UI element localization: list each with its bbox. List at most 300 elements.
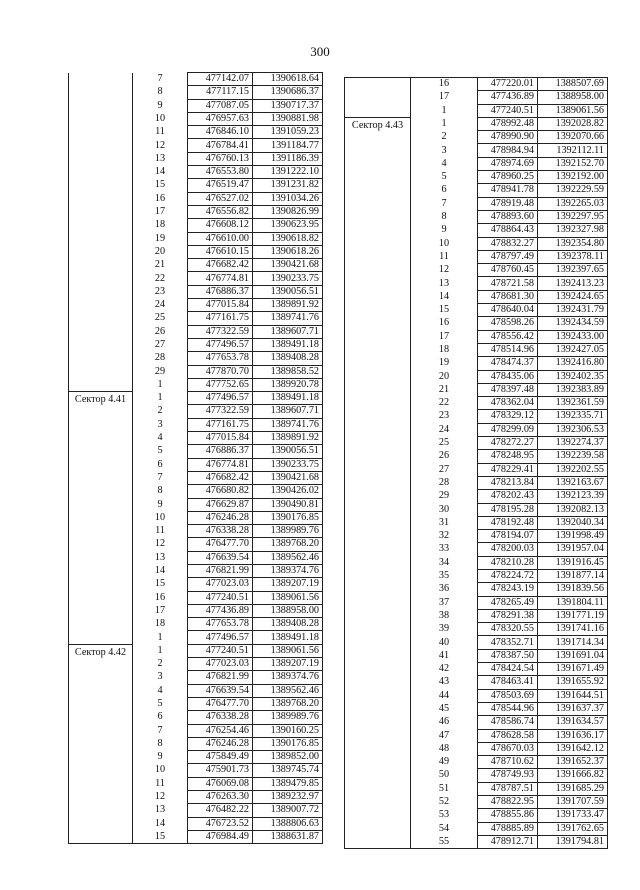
point-number: 7 <box>133 471 188 484</box>
coord-y: 1392123.39 <box>538 490 608 503</box>
point-number: 35 <box>411 569 478 582</box>
coord-y: 1392274.37 <box>538 437 608 450</box>
point-number: 2 <box>133 658 188 671</box>
coord-x: 478670.03 <box>478 742 538 755</box>
coord-y: 1391184.77 <box>253 139 323 152</box>
point-number: 8 <box>133 737 188 750</box>
coord-x: 478885.89 <box>478 822 538 835</box>
coord-y: 1392413.23 <box>538 277 608 290</box>
coord-x: 477117.15 <box>188 86 253 99</box>
coord-y: 1391839.56 <box>538 583 608 596</box>
point-number: 1 <box>133 644 188 657</box>
sector-label: Сектор 4.43 <box>345 117 411 848</box>
sector-label <box>69 73 133 392</box>
coord-y: 1392383.89 <box>538 383 608 396</box>
coord-y: 1389562.46 <box>253 551 323 564</box>
coord-y: 1392265.03 <box>538 197 608 210</box>
coord-x: 476957.63 <box>188 112 253 125</box>
coord-x: 476338.28 <box>188 711 253 724</box>
point-number: 1 <box>411 104 478 117</box>
coord-x: 477436.89 <box>188 604 253 617</box>
coord-y: 1391691.04 <box>538 649 608 662</box>
point-number: 23 <box>133 285 188 298</box>
coord-x: 477220.01 <box>478 78 538 91</box>
point-number: 39 <box>411 623 478 636</box>
coord-y: 1390426.02 <box>253 485 323 498</box>
coord-y: 1389891.92 <box>253 299 323 312</box>
coord-x: 478941.78 <box>478 184 538 197</box>
coord-y: 1391186.39 <box>253 152 323 165</box>
point-number: 6 <box>411 184 478 197</box>
coord-x: 476784.41 <box>188 139 253 152</box>
coord-y: 1392152.70 <box>538 157 608 170</box>
point-number: 9 <box>133 498 188 511</box>
coord-x: 478210.28 <box>478 556 538 569</box>
coord-y: 1389374.76 <box>253 564 323 577</box>
coord-x: 477142.07 <box>188 73 253 86</box>
coord-y: 1391916.45 <box>538 556 608 569</box>
coord-y: 1391644.51 <box>538 689 608 702</box>
coord-x: 476821.99 <box>188 671 253 684</box>
point-number: 54 <box>411 822 478 835</box>
point-number: 7 <box>133 73 188 86</box>
coord-x: 478291.38 <box>478 609 538 622</box>
coord-x: 477752.65 <box>188 378 253 391</box>
point-number: 10 <box>133 764 188 777</box>
point-number: 17 <box>133 604 188 617</box>
point-number: 22 <box>133 272 188 285</box>
coord-y: 1389607.71 <box>253 325 323 338</box>
coord-y: 1392082.13 <box>538 503 608 516</box>
point-number: 47 <box>411 729 478 742</box>
coord-y: 1389207.19 <box>253 578 323 591</box>
coord-x: 478352.71 <box>478 636 538 649</box>
coordinates-table-left <box>68 72 323 844</box>
coord-y: 1392306.53 <box>538 423 608 436</box>
coord-y: 1391034.26 <box>253 192 323 205</box>
point-number: 14 <box>133 817 188 830</box>
point-number: 2 <box>411 131 478 144</box>
point-number: 34 <box>411 556 478 569</box>
coord-x: 478787.51 <box>478 782 538 795</box>
coord-y: 1391741.16 <box>538 623 608 636</box>
coord-y: 1391642.12 <box>538 742 608 755</box>
point-number: 2 <box>133 405 188 418</box>
table-row <box>69 73 323 86</box>
coord-x: 476553.80 <box>188 166 253 179</box>
point-number: 12 <box>411 264 478 277</box>
coord-x: 476639.54 <box>188 684 253 697</box>
coord-y: 1391957.04 <box>538 543 608 556</box>
coord-y: 1392040.34 <box>538 516 608 529</box>
coord-x: 477322.59 <box>188 325 253 338</box>
coord-y: 1390176.85 <box>253 737 323 750</box>
coord-x: 477240.51 <box>188 591 253 604</box>
coord-y: 1390421.68 <box>253 259 323 272</box>
coord-x: 477240.51 <box>478 104 538 117</box>
coord-x: 476629.87 <box>188 498 253 511</box>
coord-x: 478681.30 <box>478 290 538 303</box>
coord-x: 476477.70 <box>188 538 253 551</box>
coord-x: 478514.96 <box>478 343 538 356</box>
coord-x: 477870.70 <box>188 365 253 378</box>
coord-y: 1391652.37 <box>538 756 608 769</box>
coord-y: 1391877.14 <box>538 569 608 582</box>
table-row <box>69 644 323 657</box>
coord-y: 1390160.25 <box>253 724 323 737</box>
point-number: 11 <box>133 126 188 139</box>
coord-x: 476682.42 <box>188 471 253 484</box>
coord-y: 1389061.56 <box>253 591 323 604</box>
point-number: 13 <box>133 152 188 165</box>
coord-y: 1389562.46 <box>253 684 323 697</box>
coord-x: 477087.05 <box>188 99 253 112</box>
coord-x: 478628.58 <box>478 729 538 742</box>
point-number: 29 <box>411 490 478 503</box>
point-number: 21 <box>411 383 478 396</box>
point-number: 27 <box>133 338 188 351</box>
coord-x: 476069.08 <box>188 777 253 790</box>
coord-x: 478474.37 <box>478 357 538 370</box>
coord-y: 1390618.64 <box>253 73 323 86</box>
coord-y: 1392327.98 <box>538 224 608 237</box>
coord-y: 1392229.59 <box>538 184 608 197</box>
point-number: 45 <box>411 702 478 715</box>
coord-x: 476482.22 <box>188 804 253 817</box>
coord-x: 476246.28 <box>188 737 253 750</box>
point-number: 17 <box>411 91 478 104</box>
coord-x: 477023.03 <box>188 658 253 671</box>
point-number: 20 <box>411 370 478 383</box>
table-row <box>345 117 608 130</box>
coord-x: 478912.71 <box>478 835 538 848</box>
coord-x: 478822.95 <box>478 796 538 809</box>
coord-y: 1389858.52 <box>253 365 323 378</box>
coord-y: 1389891.92 <box>253 432 323 445</box>
coord-y: 1390618.26 <box>253 245 323 258</box>
coord-y: 1388507.69 <box>538 78 608 91</box>
coord-x: 476519.47 <box>188 179 253 192</box>
point-number: 37 <box>411 596 478 609</box>
coord-x: 478397.48 <box>478 383 538 396</box>
point-number: 6 <box>133 458 188 471</box>
point-number: 6 <box>133 711 188 724</box>
coord-y: 1391637.37 <box>538 702 608 715</box>
coord-y: 1391707.59 <box>538 796 608 809</box>
coord-y: 1391655.92 <box>538 676 608 689</box>
coord-y: 1392402.35 <box>538 370 608 383</box>
coord-x: 478855.86 <box>478 809 538 822</box>
coord-y: 1391671.49 <box>538 663 608 676</box>
coord-y: 1391222.10 <box>253 166 323 179</box>
coord-y: 1391636.17 <box>538 729 608 742</box>
point-number: 4 <box>133 684 188 697</box>
point-number: 40 <box>411 636 478 649</box>
point-number: 17 <box>411 330 478 343</box>
point-number: 31 <box>411 516 478 529</box>
coord-x: 476680.82 <box>188 485 253 498</box>
point-number: 33 <box>411 543 478 556</box>
point-number: 15 <box>411 304 478 317</box>
coord-x: 477322.59 <box>188 405 253 418</box>
coord-y: 1389607.71 <box>253 405 323 418</box>
coord-y: 1392424.65 <box>538 290 608 303</box>
point-number: 4 <box>133 432 188 445</box>
coord-y: 1392416.80 <box>538 357 608 370</box>
coord-x: 475849.49 <box>188 751 253 764</box>
coord-y: 1392397.65 <box>538 264 608 277</box>
coord-x: 476639.54 <box>188 551 253 564</box>
coord-x: 476723.52 <box>188 817 253 830</box>
coord-y: 1391762.65 <box>538 822 608 835</box>
point-number: 21 <box>133 259 188 272</box>
coord-x: 478760.45 <box>478 264 538 277</box>
coord-y: 1389408.28 <box>253 352 323 365</box>
coord-y: 1389989.76 <box>253 711 323 724</box>
coord-x: 478992.48 <box>478 117 538 130</box>
point-number: 52 <box>411 796 478 809</box>
coord-x: 478919.48 <box>478 197 538 210</box>
point-number: 32 <box>411 530 478 543</box>
coord-y: 1391794.81 <box>538 835 608 848</box>
point-number: 12 <box>133 538 188 551</box>
point-number: 7 <box>411 197 478 210</box>
coord-y: 1391634.57 <box>538 716 608 729</box>
coord-y: 1392431.79 <box>538 304 608 317</box>
coord-y: 1390618.82 <box>253 232 323 245</box>
coord-y: 1389061.56 <box>253 644 323 657</box>
point-number: 7 <box>133 724 188 737</box>
point-number: 9 <box>133 751 188 764</box>
point-number: 13 <box>411 277 478 290</box>
coord-y: 1390056.51 <box>253 285 323 298</box>
coord-x: 476477.70 <box>188 697 253 710</box>
coord-y: 1392427.05 <box>538 343 608 356</box>
coord-y: 1389920.78 <box>253 378 323 391</box>
coord-x: 478424.54 <box>478 663 538 676</box>
left-table-body <box>69 73 323 844</box>
coord-y: 1392202.55 <box>538 463 608 476</box>
coord-y: 1389741.76 <box>253 418 323 431</box>
coord-x: 476246.28 <box>188 511 253 524</box>
coord-x: 477496.57 <box>188 631 253 644</box>
coord-y: 1388958.00 <box>253 604 323 617</box>
point-number: 15 <box>133 830 188 843</box>
coord-x: 478329.12 <box>478 410 538 423</box>
coord-x: 478243.19 <box>478 583 538 596</box>
coord-y: 1389061.56 <box>538 104 608 117</box>
coordinates-table-right <box>344 77 608 849</box>
point-number: 3 <box>411 144 478 157</box>
sector-label: Сектор 4.42 <box>69 644 133 843</box>
point-number: 50 <box>411 769 478 782</box>
coord-y: 1389479.85 <box>253 777 323 790</box>
coord-y: 1390421.68 <box>253 471 323 484</box>
coord-x: 477023.03 <box>188 578 253 591</box>
point-number: 10 <box>411 237 478 250</box>
coord-y: 1390881.98 <box>253 112 323 125</box>
point-number: 4 <box>411 157 478 170</box>
point-number: 46 <box>411 716 478 729</box>
point-number: 1 <box>133 378 188 391</box>
coord-y: 1388958.00 <box>538 91 608 104</box>
coord-x: 476527.02 <box>188 192 253 205</box>
point-number: 15 <box>133 578 188 591</box>
coord-x: 476760.13 <box>188 152 253 165</box>
coord-x: 476984.49 <box>188 830 253 843</box>
coord-y: 1392192.00 <box>538 171 608 184</box>
coord-y: 1392433.00 <box>538 330 608 343</box>
coord-y: 1391059.23 <box>253 126 323 139</box>
coord-y: 1389745.74 <box>253 764 323 777</box>
coord-x: 476774.81 <box>188 458 253 471</box>
coord-x: 476608.12 <box>188 219 253 232</box>
point-number: 9 <box>133 99 188 112</box>
point-number: 25 <box>411 437 478 450</box>
coord-x: 476886.37 <box>188 445 253 458</box>
point-number: 30 <box>411 503 478 516</box>
coord-y: 1390717.37 <box>253 99 323 112</box>
point-number: 8 <box>133 485 188 498</box>
point-number: 16 <box>133 591 188 604</box>
point-number: 55 <box>411 835 478 848</box>
coord-x: 478797.49 <box>478 250 538 263</box>
coord-x: 478195.28 <box>478 503 538 516</box>
coord-y: 1389768.20 <box>253 697 323 710</box>
coord-y: 1392070.66 <box>538 131 608 144</box>
point-number: 13 <box>133 804 188 817</box>
point-number: 49 <box>411 756 478 769</box>
point-number: 27 <box>411 463 478 476</box>
coord-y: 1392361.59 <box>538 397 608 410</box>
coord-x: 478960.25 <box>478 171 538 184</box>
table-row <box>69 392 323 405</box>
point-number: 16 <box>133 192 188 205</box>
point-number: 5 <box>133 445 188 458</box>
coord-x: 476886.37 <box>188 285 253 298</box>
coord-y: 1389491.18 <box>253 631 323 644</box>
coord-x: 476254.46 <box>188 724 253 737</box>
point-number: 24 <box>411 423 478 436</box>
coord-x: 477496.57 <box>188 392 253 405</box>
coord-y: 1392028.82 <box>538 117 608 130</box>
point-number: 19 <box>133 232 188 245</box>
coord-x: 478721.58 <box>478 277 538 290</box>
coord-y: 1389989.76 <box>253 525 323 538</box>
coord-x: 478640.04 <box>478 304 538 317</box>
page-number: 300 <box>310 44 330 59</box>
point-number: 8 <box>411 210 478 223</box>
coord-x: 478272.27 <box>478 437 538 450</box>
coord-x: 476610.15 <box>188 245 253 258</box>
point-number: 23 <box>411 410 478 423</box>
coord-x: 478832.27 <box>478 237 538 250</box>
coord-x: 477496.57 <box>188 338 253 351</box>
coord-x: 478586.74 <box>478 716 538 729</box>
coord-x: 478463.41 <box>478 676 538 689</box>
coord-y: 1390490.81 <box>253 498 323 511</box>
coord-x: 478229.41 <box>478 463 538 476</box>
point-number: 11 <box>133 777 188 790</box>
point-number: 18 <box>133 618 188 631</box>
coord-x: 477015.84 <box>188 299 253 312</box>
coord-x: 478556.42 <box>478 330 538 343</box>
coord-y: 1392239.58 <box>538 450 608 463</box>
point-number: 29 <box>133 365 188 378</box>
coord-y: 1392335.71 <box>538 410 608 423</box>
coord-y: 1392354.80 <box>538 237 608 250</box>
point-number: 12 <box>133 139 188 152</box>
coord-x: 478202.43 <box>478 490 538 503</box>
point-number: 41 <box>411 649 478 662</box>
coord-y: 1389768.20 <box>253 538 323 551</box>
point-number: 11 <box>133 525 188 538</box>
point-number: 3 <box>133 418 188 431</box>
coord-x: 476682.42 <box>188 259 253 272</box>
coord-x: 478387.50 <box>478 649 538 662</box>
coord-y: 1390056.51 <box>253 445 323 458</box>
point-number: 13 <box>133 551 188 564</box>
coord-x: 478194.07 <box>478 530 538 543</box>
point-number: 16 <box>411 317 478 330</box>
coord-y: 1391804.11 <box>538 596 608 609</box>
coord-y: 1392378.11 <box>538 250 608 263</box>
right-table-body <box>345 78 608 849</box>
coord-y: 1390233.75 <box>253 272 323 285</box>
point-number: 53 <box>411 809 478 822</box>
coord-y: 1389408.28 <box>253 618 323 631</box>
coord-y: 1391714.34 <box>538 636 608 649</box>
coord-x: 478192.48 <box>478 516 538 529</box>
coord-y: 1389207.19 <box>253 658 323 671</box>
coord-y: 1389741.76 <box>253 312 323 325</box>
coord-y: 1389232.97 <box>253 791 323 804</box>
coord-x: 477015.84 <box>188 432 253 445</box>
point-number: 1 <box>133 392 188 405</box>
point-number: 24 <box>133 299 188 312</box>
point-number: 9 <box>411 224 478 237</box>
point-number: 26 <box>133 325 188 338</box>
coord-y: 1390233.75 <box>253 458 323 471</box>
coord-y: 1389852.00 <box>253 751 323 764</box>
point-number: 14 <box>133 564 188 577</box>
coord-y: 1391733.47 <box>538 809 608 822</box>
coord-x: 478893.60 <box>478 210 538 223</box>
coord-x: 476610.00 <box>188 232 253 245</box>
coord-y: 1392297.95 <box>538 210 608 223</box>
coord-y: 1389007.72 <box>253 804 323 817</box>
point-number: 38 <box>411 609 478 622</box>
coord-x: 477161.75 <box>188 312 253 325</box>
coord-x: 476846.10 <box>188 126 253 139</box>
coord-x: 478990.90 <box>478 131 538 144</box>
coord-y: 1391685.29 <box>538 782 608 795</box>
coord-y: 1391998.49 <box>538 530 608 543</box>
point-number: 12 <box>133 791 188 804</box>
point-number: 1 <box>411 117 478 130</box>
point-number: 25 <box>133 312 188 325</box>
coord-x: 478598.26 <box>478 317 538 330</box>
coord-x: 476821.99 <box>188 564 253 577</box>
point-number: 5 <box>133 697 188 710</box>
point-number: 20 <box>133 245 188 258</box>
coord-y: 1390826.99 <box>253 205 323 218</box>
point-number: 26 <box>411 450 478 463</box>
coord-x: 477161.75 <box>188 418 253 431</box>
coord-x: 478710.62 <box>478 756 538 769</box>
point-number: 28 <box>133 352 188 365</box>
coord-y: 1390686.37 <box>253 86 323 99</box>
